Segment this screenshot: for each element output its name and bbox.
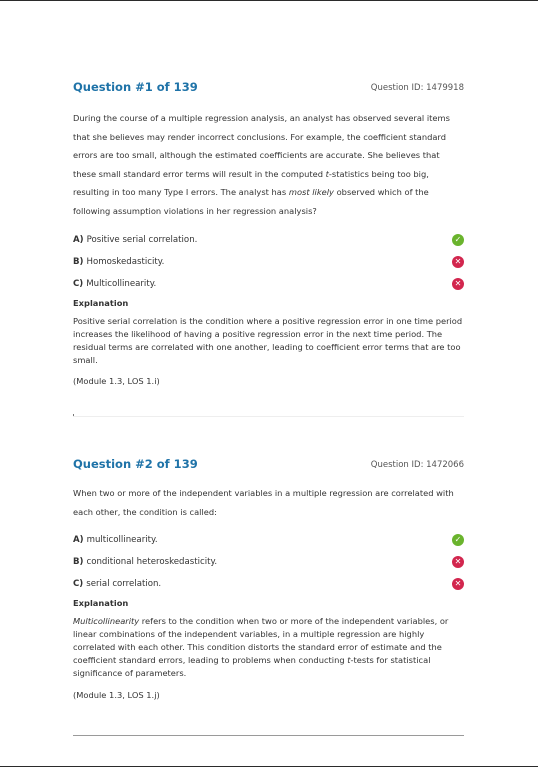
answer-text: Multicollinearity. <box>86 278 157 289</box>
explanation-heading: Explanation <box>73 297 129 308</box>
question-1 <box>73 80 464 386</box>
answer-list <box>73 529 464 595</box>
answer-option-c[interactable]: C) serial correlation. ✕ <box>73 573 464 595</box>
answer-option-b[interactable]: B) conditional heteroskedasticity. ✕ <box>73 551 464 573</box>
top-border <box>0 0 538 1</box>
question-stem: When two or more of the independent variables in a multiple regression are correlated with each other, the condition is called: <box>73 488 454 517</box>
answer-text: Homoskedasticity. <box>86 256 165 267</box>
answer-text: multicollinearity. <box>86 535 158 546</box>
divider-mark <box>73 414 74 416</box>
question-id: Question ID: 1479918 <box>370 83 464 93</box>
module-reference: (Module 1.3, LOS 1.j) <box>73 690 160 701</box>
question-header <box>73 80 464 98</box>
module-reference: (Module 1.3, LOS 1.i) <box>73 376 160 387</box>
answer-text: serial correlation. <box>86 579 162 590</box>
answer-list <box>73 229 464 295</box>
divider <box>73 735 464 736</box>
question-2 <box>73 457 464 700</box>
answer-option-a[interactable]: A) multicollinearity. ✓ <box>73 529 464 551</box>
check-circle-icon: ✓ <box>452 234 464 246</box>
answer-option-c[interactable]: C) Multicollinearity. ✕ <box>73 273 464 295</box>
question-title: Question #2 of 139 <box>73 457 198 471</box>
x-circle-icon: ✕ <box>452 256 464 268</box>
explanation-heading: Explanation <box>73 598 129 609</box>
answer-text: Positive serial correlation. <box>86 234 198 245</box>
question-title: Question #1 of 139 <box>73 80 198 94</box>
answer-option-a[interactable]: A) Positive serial correlation. ✓ <box>73 229 464 251</box>
x-circle-icon: ✕ <box>452 278 464 290</box>
explanation-text: Positive serial correlation is the condition where a positive regression error in one time period increases the likelihood of having a positive regression error in the next time period. The residual terms are correlated with one another, leading to coefficient error terms that are too small. <box>73 315 463 365</box>
question-header <box>73 457 464 475</box>
question-stem: During the course of a multiple regression analysis, an analyst has observed several items that she believes may render incorrect conclusions. For example, the coefficient standard errors are too small, although the estimated coefficients are accurate. She believes that these small standard error terms will result in the computed t-statistics being too big, resulting in too many Type I errors. The analyst has most likely observed which of the following assumption violations in her regression analysis? <box>73 113 450 216</box>
answer-option-b[interactable]: B) Homoskedasticity. ✕ <box>73 251 464 273</box>
divider <box>73 416 464 417</box>
question-id: Question ID: 1472066 <box>370 460 464 470</box>
x-circle-icon: ✕ <box>452 578 464 590</box>
x-circle-icon: ✕ <box>452 556 464 568</box>
explanation-text: Multicollinearity refers to the condition when two or more of the independent variables, or linear combinations of the independent variables, in a multiple regression are highly correlated with each other. This condition distorts the standard error of estimate and the coefficient standard errors, leading to problems when conducting t-tests for statistical significance of parameters. <box>73 616 449 679</box>
answer-text: conditional heteroskedasticity. <box>86 557 218 568</box>
check-circle-icon: ✓ <box>452 534 464 546</box>
